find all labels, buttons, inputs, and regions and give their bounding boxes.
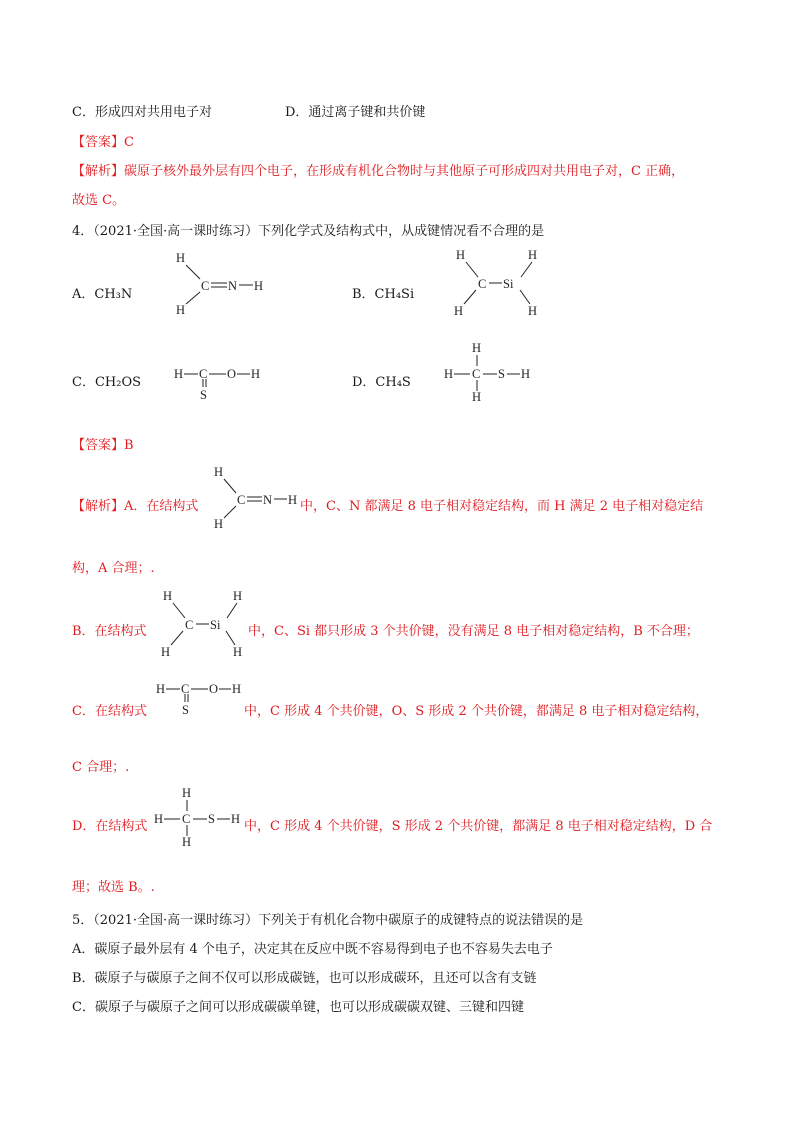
q3-analysis-line1: 【解析】碳原子核外最外层有四个电子，在形成有机化合物时与其他原子可形成四对共用电子对，C 正确， [72,164,685,179]
svg-text:S: S [208,812,215,826]
svg-text:C: C [182,812,191,826]
svg-text:C: C [199,367,208,381]
svg-text:H: H [254,279,264,293]
q4-analysis-b-text: 中，C、Si 都只形成 3 个共价键，没有满足 8 电子相对稳定结构，B 不合理； [248,624,699,639]
svg-text:O: O [227,367,237,381]
q4-option-d-label: D．CH₄S [352,375,411,390]
svg-text:Si: Si [210,618,221,632]
svg-text:H: H [472,390,482,404]
svg-text:H: H [182,786,192,800]
structure-d-ch4s [442,340,537,405]
q4-analysis-d-text: 中，C 形成 4 个共价键，S 形成 2 个共价键，都满足 8 电子相对稳定结构，D 合 [244,819,713,834]
svg-text:H: H [233,645,243,659]
svg-text:S: S [200,388,207,402]
svg-text:C: C [472,367,481,381]
svg-text:Si: Si [503,277,514,291]
svg-text:H: H [528,248,538,262]
svg-text:S: S [498,367,505,381]
svg-text:H: H [232,682,242,696]
structure-c-ch2os [170,362,270,407]
svg-text:H: H [214,517,224,531]
q4-option-b-label: B．CH₄Si [352,287,415,302]
q4-analysis-c-cont: C 合理；. [72,760,130,775]
q4-option-a-label: A．CH₃N [72,287,133,302]
analysis-structure-b [155,585,255,665]
q3-answer: 【答案】C [72,135,134,150]
analysis-structure-a [206,462,306,537]
svg-text:H: H [472,341,482,355]
q4-analysis-c-text: 中，C 形成 4 个共价键，O、S 形成 2 个共价键，都满足 8 电子相对稳定结构， [244,704,709,719]
svg-text:C: C [237,493,246,507]
q4-option-c-label: C．CH₂OS [72,375,142,390]
svg-text:H: H [521,367,531,381]
svg-text:H: H [176,251,186,265]
svg-text:H: H [154,812,164,826]
svg-text:H: H [182,835,192,849]
svg-text:N: N [263,493,273,507]
svg-text:H: H [454,304,464,318]
svg-text:H: H [214,465,224,479]
q4-analysis-d-cont: 理；故选 B。. [72,880,155,895]
analysis-structure-c [154,678,249,723]
q4-analysis-c-prefix: C．在结构式 [72,704,147,719]
q4-answer: 【答案】B [72,438,134,453]
svg-text:O: O [209,682,219,696]
q5-option-b: B．碳原子与碳原子之间不仅可以形成碳链，也可以形成碳环，且还可以含有支链 [72,971,537,986]
svg-text:H: H [233,589,243,603]
svg-text:S: S [182,703,189,717]
svg-text:C: C [181,682,190,696]
svg-text:H: H [174,367,184,381]
svg-text:H: H [456,248,466,262]
svg-text:H: H [231,812,241,826]
svg-text:C: C [201,279,210,293]
q3-analysis-line2: 故选 C。 [72,193,126,208]
q5-option-c: C．碳原子与碳原子之间可以形成碳碳单键，也可以形成碳碳双键、三键和四键 [72,1000,524,1015]
svg-text:H: H [251,367,261,381]
svg-text:H: H [156,682,166,696]
q4-analysis-b-prefix: B．在结构式 [72,624,147,639]
q4-stem: 4．（2021·全国·高一课时练习）下列化学式及结构式中，从成键情况看不合理的是 [72,224,545,239]
svg-text:H: H [176,303,186,317]
svg-text:C: C [185,618,194,632]
svg-text:H: H [163,589,173,603]
structure-b-ch4si [448,244,548,324]
q4-analysis-a-prefix: 【解析】A．在结构式 [72,499,199,514]
svg-text:H: H [161,645,171,659]
q3-option-d: D．通过离子键和共价键 [285,105,426,120]
q5-option-a: A．碳原子最外层有 4 个电子，决定其在反应中既不容易得到电子也不容易失去电子 [72,942,553,957]
q4-analysis-a-text: 中，C、N 都满足 8 电子相对稳定结构，而 H 满足 2 电子相对稳定结 [300,499,704,514]
q5-stem: 5．（2021·全国·高一课时练习）下列关于有机化合物中碳原子的成键特点的说法错误的是 [72,913,584,928]
structure-a-ch3n [170,248,280,323]
q4-analysis-d-prefix: D．在结构式 [72,819,148,834]
svg-text:H: H [528,304,538,318]
q4-analysis-a-cont: 构，A 合理；. [72,561,155,576]
svg-text:H: H [288,493,298,507]
svg-text:H: H [444,367,454,381]
analysis-structure-d [152,785,247,850]
svg-text:C: C [478,277,487,291]
q3-option-c: C．形成四对共用电子对 [72,105,212,120]
svg-text:N: N [228,279,238,293]
